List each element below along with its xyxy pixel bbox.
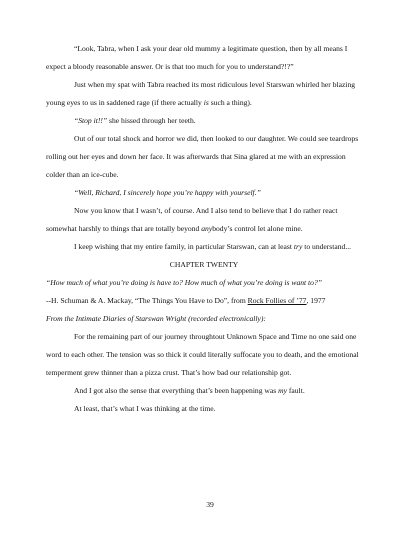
epigraph-attribution: --H. Schuman & A. Mackay, “The Things You Have to Do”, from Rock Follies of ’77, 1977 (46, 296, 326, 305)
chapter-heading: CHAPTER TWENTY (169, 260, 239, 269)
epigraph-quote: “How much of what you’re doing is have to? How much of what you’re doing is want to?” (46, 278, 322, 287)
paragraph: Just when my spat with Tabra reached its most ridiculous level Starswan whirled her blazing young eyes to us in saddened rage (if there actually is such a thing). (46, 80, 356, 107)
diary-heading: From the Intimate Diaries of Starswan Wright (recorded electronically): (46, 314, 266, 323)
dialogue-paragraph: “Stop it!!” she hissed through her teeth. (74, 116, 196, 125)
paragraph: For the remaining part of our journey throughtout Unknown Space and Time no one said one word to each other. The tension was so thick it could literally suffocate you to death, and the emotional temperment grew thinner than a pizza crust. That’s how bad our relationship got. (46, 332, 359, 377)
paragraph: And I got also the sense that everything that’s been happening was my fault. (74, 386, 305, 395)
page-number: 39 (206, 500, 214, 509)
paragraph: Now you know that I wasn’t, of course. And I also tend to believe that I do rather react somewhat harshly to things that are totally beyond anybody’s control let alone mine. (46, 206, 338, 233)
paragraph: Out of our total shock and horror we did, then looked to our daughter. We could see teardrops rolling out her eyes and down her face. It was afterwards that Sina glared at me with an expression colder than an ice-cube. (46, 134, 359, 179)
dialogue-paragraph: “Well, Richard, I sincerely hope you’re happy with yourself.” (74, 188, 261, 197)
paragraph: At least, that’s what I was thinking at the time. (74, 404, 216, 413)
paragraph: “Look, Tabra, when I ask your dear old mummy a legitimate question, then by all means I (74, 44, 348, 53)
paragraph-continued: expect a bloody reasonable answer. Or is that too much for you to understand?!?” (46, 62, 294, 71)
paragraph: I keep wishing that my entire family, in particular Starswan, can at least try to understand... (74, 242, 352, 251)
